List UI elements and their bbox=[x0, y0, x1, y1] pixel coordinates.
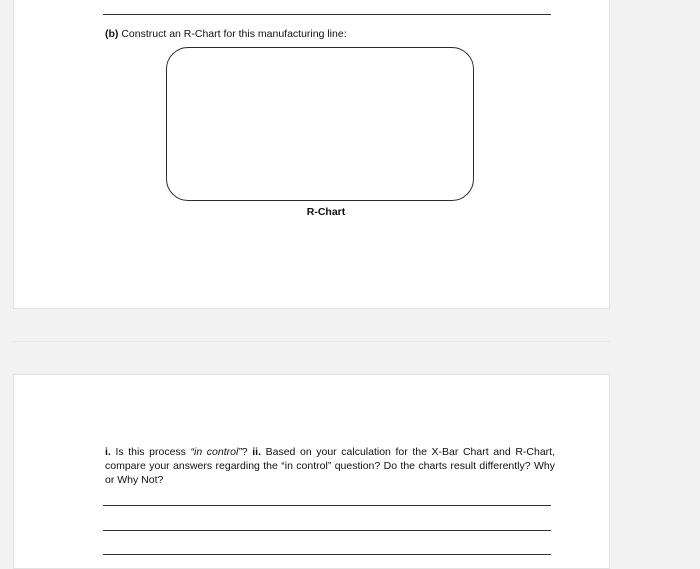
part-b-prompt-text: Construct an R-Chart for this manufacturing line: bbox=[121, 28, 347, 40]
question-ii-marker: ii. bbox=[252, 446, 261, 458]
part-b-prompt bbox=[105, 27, 565, 41]
r-chart-drawing-box bbox=[166, 47, 474, 201]
question-i-marker: i. bbox=[105, 446, 111, 458]
answer-line-2 bbox=[103, 530, 551, 531]
question-ii-text: Based on your calculation for the X-Bar Chart and R-Chart, compare your answers regarding the “in control” question? Do the charts result differently? Why or Why Not? bbox=[105, 446, 556, 486]
answer-line-3 bbox=[103, 554, 551, 555]
question-i-text-1: Is this process bbox=[115, 446, 191, 458]
page-separator bbox=[13, 341, 610, 342]
part-b-marker: (b) bbox=[105, 28, 119, 40]
r-chart-caption: R-Chart bbox=[306, 206, 346, 218]
question-i-quoted: “in control” bbox=[190, 446, 242, 458]
answer-line-1 bbox=[103, 505, 551, 506]
answer-line-top bbox=[103, 14, 551, 15]
question-i-prompt bbox=[105, 445, 555, 487]
question-i-text-2: ? bbox=[241, 446, 253, 458]
